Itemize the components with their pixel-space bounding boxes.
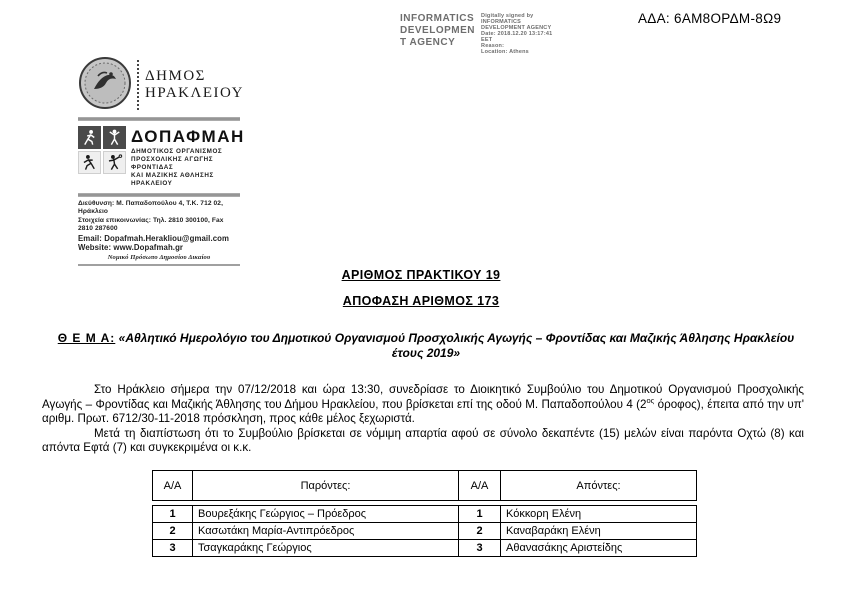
subject-line (55, 331, 797, 361)
subject-label: Θ Ε Μ Α: (57, 331, 116, 345)
signature-detail-line: Date: 2018.12.20 13:17:41 (481, 31, 553, 37)
table-row (153, 540, 697, 557)
paragraph-quorum-info: Μετά τη διαπίστωση ότι το Συμβούλιο βρίσκεται σε νόμιμη απαρτία αφού σε σύνολο δεκαπέντε (15) μελών είναι παρόντα Οχτώ (8) και απόντα Εφτά (7) και συγκεκριμένα οι κ.κ. (42, 426, 804, 455)
paragraph-text: όροφος), έπειτα από την υπ' αριθμ. Πρωτ. 6712/30-11-2018 πρόσκληση, προς κάθε μέλος ξεχωριστά. (42, 397, 804, 426)
row-number-cell: 2 (459, 523, 501, 540)
organization-header (78, 124, 245, 190)
row-number-cell: 1 (459, 506, 501, 523)
row-number-cell: 3 (459, 540, 501, 557)
body-text (42, 383, 804, 456)
decision-number-heading: ΑΠΟΦΑΣΗ ΑΡΙΘΜΟΣ 173 (342, 294, 500, 308)
municipality-name (145, 68, 244, 102)
absent-member-cell: Καναβαράκη Ελένη (501, 523, 697, 540)
municipality-name-line: ΔΗΜΟΣ (145, 68, 206, 84)
header-cell-present: Παρόντες: (193, 471, 459, 501)
legal-entity-note: Νομικό Πρόσωπο Δημοσίου Δικαίου (107, 253, 211, 261)
organization-name-line: ΔΗΜΟΤΙΚΟΣ ΟΡΓΑΝΙΣΜΟΣ (131, 148, 223, 155)
sprinter-pictogram-icon (78, 151, 101, 174)
ordinal-superscript: ος (646, 395, 655, 405)
contact-email: Email: Dopafmah.Herakliou@gmail.com (78, 233, 230, 243)
sports-pictograms-icon (78, 126, 126, 174)
ada-code: ΑΔΑ: 6ΑΜ8ΟΡΔΜ-8Ω9 (638, 11, 782, 26)
attendance-table-rows (152, 505, 697, 557)
attendance-table (152, 470, 696, 557)
organization-full-name (131, 148, 245, 188)
organization-acronym: ΔΟΠΑΦΜΑΗ (131, 127, 245, 146)
letterhead-divider (78, 193, 240, 197)
signature-detail-line: Location: Athens (481, 49, 529, 55)
letterhead-divider (78, 117, 240, 121)
organization-name-block (131, 126, 245, 188)
attendance-table-body (153, 506, 697, 557)
present-member-cell: Κασωτάκη Μαρία-Αντιπρόεδρος (193, 523, 459, 540)
table-header-row (153, 471, 697, 501)
table-row (153, 506, 697, 523)
signature-detail-line: INFORMATICS (481, 19, 521, 25)
row-number-cell: 1 (153, 506, 193, 523)
gymnast-pictogram-icon (103, 126, 126, 149)
paragraph-text: Στο Ηράκλειο σήμερα την 07/12/2018 και ώρα 13:30, συνεδρίασε το Διοικητικό Συμβούλιο του Δημοτικού Οργανισμού Προσχολικής Αγωγής – Φροντίδας και Μαζικής Άθλησης του Δήμου Ηρακλείου, που βρίσκεται επί της οδού Μ. Παπαδοπούλου 4 (2 (42, 383, 804, 411)
contact-block (78, 200, 240, 262)
signature-agency-text (400, 13, 475, 55)
municipality-seal-icon (78, 56, 132, 115)
signature-detail-line: Reason: (481, 43, 505, 49)
municipality-name-line: ΗΡΑΚΛΕΙΟΥ (145, 85, 244, 101)
contact-address: Διεύθυνση: Μ. Παπαδοπούλου 4, Τ.Κ. 712 02, Ηράκλειο (78, 200, 224, 216)
absent-member-cell: Κόκκορη Ελένη (501, 506, 697, 523)
letterhead-vertical-divider (137, 60, 139, 110)
organization-name-line: ΚΑΙ ΜΑΖΙΚΗΣ ΑΘΛΗΣΗΣ ΗΡΑΚΛΕΙΟΥ (131, 172, 214, 187)
present-member-cell: Τσαγκαράκης Γεώργιος (193, 540, 459, 557)
letterhead (78, 56, 245, 266)
table-row (153, 523, 697, 540)
letterhead-divider (78, 264, 240, 266)
signature-agency-line: INFORMATICS (400, 13, 475, 24)
digital-signature-stamp (400, 13, 552, 55)
subject-text: «Αθλητικό Ημερολόγιο του Δημοτικού Οργανισμού Προσχολικής Αγωγής – Φροντίδας και Μαζικής Άθλησης Ηρακλείου έτους 2019» (118, 331, 795, 360)
attendance-table-header (152, 470, 697, 501)
praktiko-number-heading: ΑΡΙΘΜΟΣ ΠΡΑΚΤΙΚΟΥ 19 (341, 268, 501, 282)
row-number-cell: 3 (153, 540, 193, 557)
signature-details-text (481, 13, 552, 55)
runner-pictogram-icon (78, 126, 101, 149)
signature-detail-line: DEVELOPMENT AGENCY (481, 25, 552, 31)
contact-phones: Στοιχεία επικοινωνίας: Τηλ. 2810 300100, Fax 2810 287600 (78, 216, 224, 233)
contact-website: Website: www.Dopafmah.gr (78, 243, 184, 253)
header-cell-aa-right: Α/Α (459, 471, 501, 501)
absent-member-cell: Αθανασάκης Αριστείδης (501, 540, 697, 557)
paragraph-session-info (42, 383, 804, 427)
present-member-cell: Βουρεξάκης Γεώργιος – Πρόεδρος (193, 506, 459, 523)
header-cell-aa-left: Α/Α (153, 471, 193, 501)
signature-detail-line: Digitally signed by (481, 13, 534, 19)
signature-agency-line: T AGENCY (400, 37, 456, 48)
row-number-cell: 2 (153, 523, 193, 540)
tennis-pictogram-icon (103, 151, 126, 174)
municipality-header (78, 56, 244, 114)
signature-detail-line: EET (481, 37, 493, 43)
organization-name-line: ΠΡΟΣΧΟΛΙΚΗΣ ΑΓΩΓΗΣ ΦΡΟΝΤΙΔΑΣ (131, 156, 214, 171)
signature-agency-line: DEVELOPMEN (400, 25, 476, 36)
header-cell-absent: Απόντες: (501, 471, 697, 501)
